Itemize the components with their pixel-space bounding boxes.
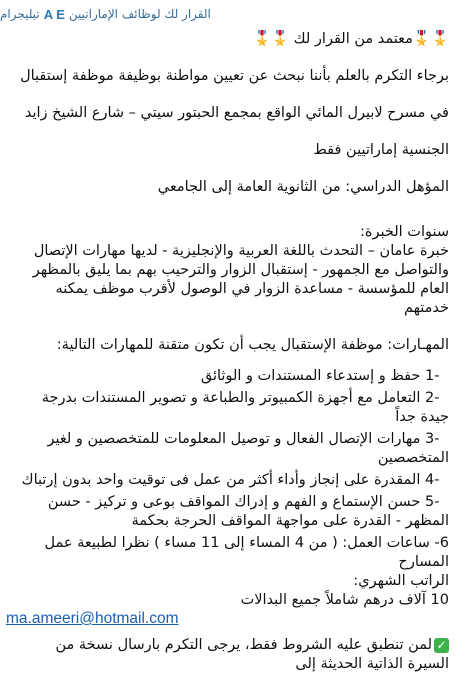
- email-link[interactable]: ma.ameeri@hotmail.com: [6, 610, 179, 627]
- post-title: 🎖️🎖️معتمد من القرار لك 🎖️🎖️: [252, 31, 449, 47]
- skill-text: حفظ و إستدعاء المستندات و الوثائق: [200, 368, 421, 384]
- apply-instructions: [10, 636, 449, 674]
- skill-text: المقدرة على إنجاز وأداء أكثر من عمل فى توقيت واحد بدون إرتباك: [21, 472, 421, 488]
- skill-text: حسن الإستماع و الفهم و إدراك المواقف بوعى و تركيز - حسن المظهر - القدرة على مواجهة المواقف الحرجة بحكمة: [47, 494, 449, 529]
- post-intro: برجاء التكرم بالعلم بأننا نبحث عن تعيين مواطنة بوظيفة موظفة إستقبال: [20, 68, 449, 84]
- working-hours: 6- ساعات العمل: ( من 4 المساء إلى 11 مساء ) نظرا لطبيعة عمل المسارح: [44, 535, 449, 570]
- experience-heading: سنوات الخبرة:: [360, 224, 449, 240]
- post-qualification: المؤهل الدراسي: من الثانوية العامة إلى الجامعي: [157, 179, 449, 195]
- skill-item: [10, 493, 449, 531]
- channel-logo: A E: [43, 6, 65, 22]
- check-icon: ✓: [434, 638, 449, 653]
- skill-number: -3: [425, 431, 440, 447]
- apply-text: لمن تنطبق عليه الشروط فقط، يرجى التكرم بارسال نسخة من السيرة الذاتية الحديثة إلى: [55, 637, 449, 672]
- skills-list: [10, 367, 449, 531]
- salary-value: 10 آلاف درهم شاملاً جميع البدالات: [240, 592, 449, 608]
- post-nationality: الجنسية إماراتيين فقط: [313, 142, 449, 158]
- salary-heading: الراتب الشهري:: [353, 573, 449, 589]
- skill-number: -2: [425, 390, 440, 406]
- skill-item: [10, 389, 449, 427]
- channel-suffix: تيليجرام: [0, 7, 40, 21]
- channel-header[interactable]: [0, 0, 459, 28]
- skills-heading: المهـارات: موظفة الإستقبال يجب أن تكون متقنة للمهارات التالية:: [56, 337, 449, 353]
- skill-number: -5: [425, 494, 440, 510]
- post-location: في مسرح لابيرل المائي الواقع بمجمع الحبتور سيتي – شارع الشيخ زايد: [24, 105, 449, 121]
- skill-number: -1: [425, 368, 440, 384]
- skill-text: مهارات الإتصال الفعال و توصيل المعلومات للمتخصصين و لغير المتخصصين: [47, 431, 449, 466]
- skill-number: -4: [425, 472, 440, 488]
- skill-text: التعامل مع أجهزة الكمبيوتر والطباعة و تصوير المستندات بدرجة جيدة جداً: [41, 390, 449, 425]
- skill-item: [10, 430, 449, 468]
- channel-name[interactable]: القرار لك لوظائف الإماراتيين: [68, 7, 211, 21]
- experience-text: خبرة عامان – التحدث باللغة العربية والإنجليزية - لديها مهارات الإتصال والتواصل مع الجمهور - إستقبال الزوار والترحيب بهم بما يليق بالمظهر العام للمؤسسة - مساعدة الزوار في الوصول لأقرب موظف يمكنه خدمتهم: [32, 243, 449, 316]
- skill-item: [10, 471, 449, 490]
- skill-item: [10, 367, 449, 386]
- job-post: [10, 30, 449, 674]
